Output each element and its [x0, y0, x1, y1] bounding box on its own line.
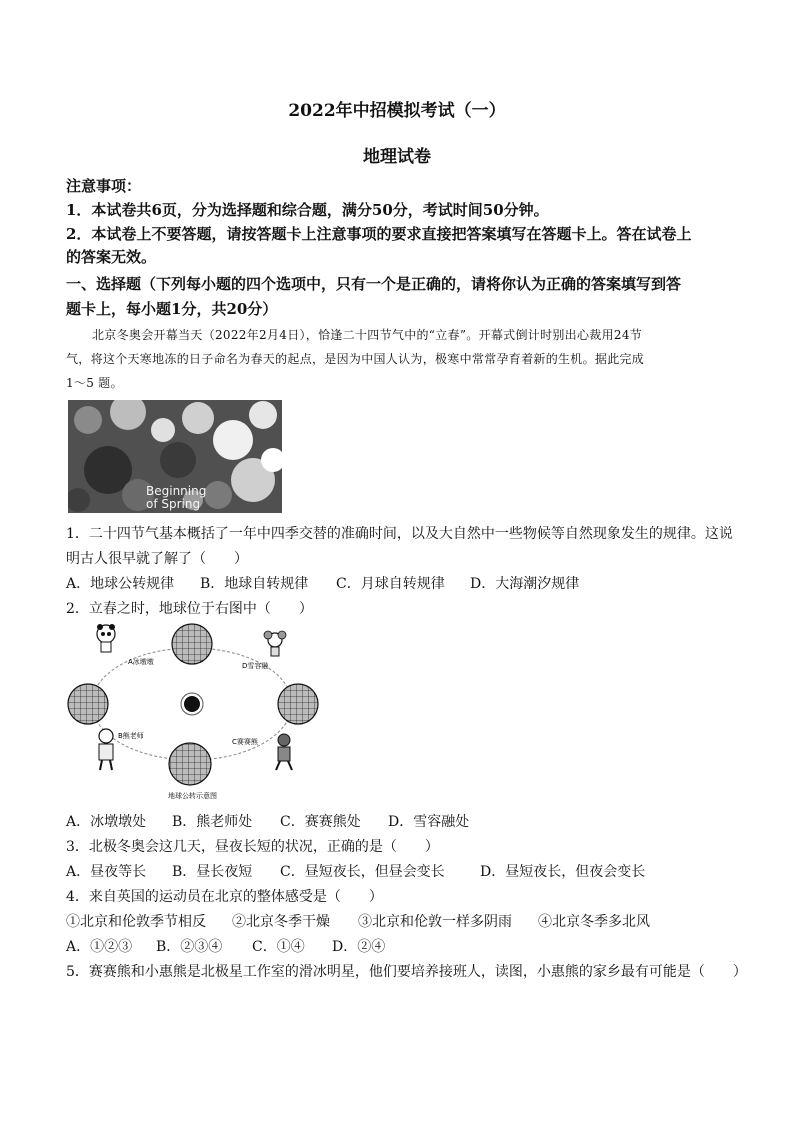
section-heading-line-1: 一、选择题（下列每小题的四个选项中，只有一个是正确的，请将你认为正确的答案填写到答 [66, 275, 682, 293]
earth-globe-top [172, 624, 212, 664]
bing-dwen-dwen-icon [97, 624, 115, 652]
question-1-option-a: A．地球公转规律 [66, 576, 175, 592]
sun-icon [181, 693, 203, 715]
question-3-option-b: B．昼长夜短 [172, 864, 253, 880]
passage-line-2: 气，将这个天寒地冻的日子命名为春天的起点，是因为中国人认为，极寒中常常孕育着新的生机。据此完成 [66, 352, 645, 366]
question-4-option-b: B．②③④ [156, 939, 223, 955]
earth-orbit-diagram [62, 618, 322, 804]
question-1-option-c: C．月球自转规律 [336, 576, 445, 592]
diagram-caption: 地球公转示意图 [168, 792, 217, 800]
earth-globe-bottom [169, 743, 211, 785]
question-1-option-d: D．大海潮汐规律 [470, 576, 580, 592]
question-3-option-c: C．昼短夜长，但昼会变长 [280, 864, 445, 880]
question-1-line-2: 明古人很早就了解了（ ） [66, 551, 248, 567]
question-4-item-3: ③北京和伦敦一样多阴雨 [358, 914, 512, 930]
question-2-option-d: D．雪容融处 [388, 814, 470, 830]
question-5-stem: 5．赛赛熊和小惠熊是北极星工作室的滑冰明星，他们要培养接班人，读图，小惠熊的家乡最有可能是（ ） [66, 964, 747, 980]
label-b: B熊老师 [118, 732, 144, 740]
question-4-item-4: ④北京冬季多北风 [538, 914, 650, 930]
shuey-rhon-rhon-icon [264, 631, 286, 656]
question-1-line-1: 1．二十四节气基本概括了一年中四季交替的准确时间，以及大自然中一些物候等自然现象发生的规律。这说 [66, 526, 733, 542]
notes-item-2-line-2: 的答案无效。 [66, 248, 157, 266]
photo-caption-line-1: Beginning [146, 484, 207, 498]
notes-item-2-line-1: 2．本试卷上不要答题，请按答题卡上注意事项的要求直接把答案填写在答题卡上。答在试卷上 [66, 225, 692, 243]
question-4-item-2: ②北京冬季干燥 [232, 914, 330, 930]
photo-caption-line-2: of Spring [146, 497, 201, 511]
question-4-stem: 4．来自英国的运动员在北京的整体感受是（ ） [66, 889, 383, 905]
question-3-option-d: D．昼短夜长，但夜会变长 [480, 864, 646, 880]
saisai-bear-icon [276, 734, 292, 770]
exam-subtitle: 地理试卷 [363, 147, 431, 167]
label-d: D雪容融 [242, 662, 269, 670]
question-2-stem: 2．立春之时，地球位于右图中（ ） [66, 601, 313, 617]
label-a: A冰墩墩 [128, 658, 154, 666]
section-heading-line-2: 题卡上，每小题1分，共20分） [66, 300, 278, 318]
label-c: C赛赛熊 [232, 738, 258, 746]
question-1-option-b: B．地球自转规律 [200, 576, 309, 592]
passage-line-1: 北京冬奥会开幕当天（2022年2月4日），恰逢二十四节气中的“立春”。开幕式倒计时别出心裁用24节 [92, 328, 643, 342]
question-3-option-a: A．昼夜等长 [66, 864, 147, 880]
exam-title: 2022年中招模拟考试（一） [288, 101, 506, 121]
question-2-option-b: B．熊老师处 [172, 814, 253, 830]
question-4-option-c: C．①④ [252, 939, 305, 955]
notes-heading: 注意事项： [66, 177, 142, 195]
earth-globe-left [68, 684, 108, 724]
question-4-item-1: ①北京和伦敦季节相反 [66, 914, 206, 930]
question-3-stem: 3．北极冬奥会这几天，昼夜长短的状况，正确的是（ ） [66, 839, 439, 855]
bear-teacher-icon [99, 729, 113, 770]
notes-item-1: 1．本试卷共6页，分为选择题和综合题，满分50分，考试时间50分钟。 [66, 201, 549, 219]
question-2-option-c: C．赛赛熊处 [280, 814, 361, 830]
beginning-of-spring-photo [68, 400, 282, 513]
question-2-option-a: A．冰墩墩处 [66, 814, 147, 830]
earth-globe-right [278, 684, 318, 724]
question-4-option-a: A．①②③ [66, 939, 133, 955]
question-4-option-d: D．②④ [332, 939, 386, 955]
passage-line-3: 1～5 题。 [66, 376, 123, 390]
